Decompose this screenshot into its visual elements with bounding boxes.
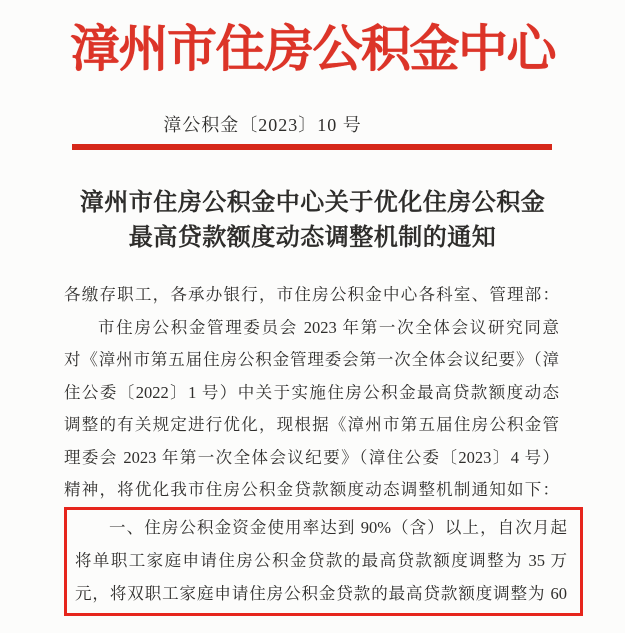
salutation-line: 各缴存职工，各承办银行，市住房公积金中心各科室、管理部： xyxy=(64,285,559,304)
doc-title xyxy=(0,186,625,256)
highlight-line-3: 元，将双职工家庭申请住房公积金贷款的最高贷款额度调整为 60 xyxy=(75,583,567,603)
doc-body xyxy=(0,279,625,616)
body-line-4: 调整的有关规定进行优化，现根据《漳州市第五届住房公积金管 xyxy=(64,415,559,434)
body-line-5: 理委会 2023 年第一次全体会议纪要》（漳住公委〔2023〕4 号） xyxy=(64,447,559,467)
body-line-2: 对《漳州市第五届住房公积金管理委会第一次全体会议纪要》（漳 xyxy=(64,350,559,369)
doc-title-line2: 最高贷款额度动态调整机制的通知 xyxy=(128,225,497,251)
body-line-3: 住公委〔2022〕1 号）中关于实施住房公积金最高贷款额度动态 xyxy=(64,382,559,402)
highlight-box xyxy=(64,507,583,616)
highlight-line-1: 一、住房公积金资金使用率达到 90%（含）以上，自次月起 xyxy=(109,517,567,537)
red-divider-line xyxy=(72,144,552,150)
body-line-6: 精神，将优化我市住房公积金贷款额度动态调整机制通知如下： xyxy=(64,480,559,499)
doc-number: 漳公积金〔2023〕10 号 xyxy=(163,115,362,135)
doc-title-line1: 漳州市住房公积金中心关于优化住房公积金 xyxy=(79,190,546,216)
org-name-header: 漳州市住房公积金中心 xyxy=(70,21,555,77)
highlight-line-2: 将单职工家庭申请住房公积金贷款的最高贷款额度调整为 35 万 xyxy=(75,550,567,570)
body-line-1: 市住房公积金管理委员会 2023 年第一次全体会议研究同意 xyxy=(98,317,559,337)
